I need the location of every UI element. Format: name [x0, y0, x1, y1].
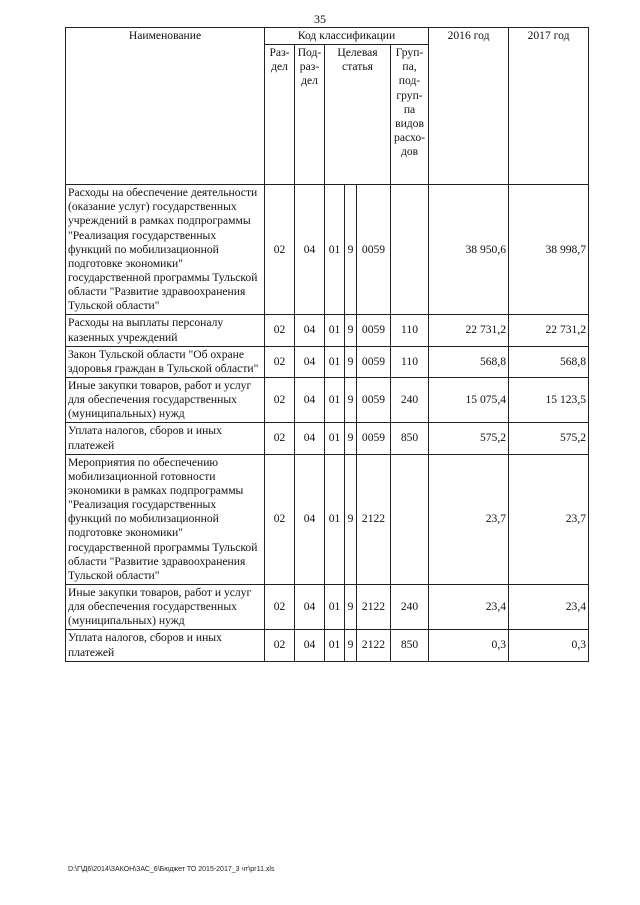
row-name: Иные закупки товаров, работ и услуг для обеспечения государственных (муниципальных) нужд: [66, 584, 265, 629]
row-amount-2017: 23,7: [509, 454, 589, 584]
row-target-subprogram: 9: [345, 584, 357, 629]
budget-table: [65, 27, 589, 662]
row-amount-2017: 38 998,7: [509, 185, 589, 315]
row-razdel: 02: [265, 377, 295, 422]
row-target-program: 01: [325, 185, 345, 315]
row-target-direction: 0059: [357, 377, 391, 422]
table-row: [66, 346, 589, 377]
row-target-subprogram: 9: [345, 185, 357, 315]
row-razdel: 02: [265, 315, 295, 346]
row-name: Мероприятия по обеспечению мобилизационной готовности экономики в рамках подпрограммы "Реализация государственных функций по мобилизационной подготовке экономики" государственной программы Тульской области "Развитие здравоохранения Тульской области": [66, 454, 265, 584]
row-target-direction: 0059: [357, 346, 391, 377]
row-target-direction: 2122: [357, 630, 391, 661]
row-amount-2016: 15 075,4: [429, 377, 509, 422]
row-amount-2016: 0,3: [429, 630, 509, 661]
row-target-program: 01: [325, 454, 345, 584]
row-razdel: 02: [265, 454, 295, 584]
table-row: [66, 185, 589, 315]
table-row: [66, 630, 589, 661]
row-target-program: 01: [325, 423, 345, 454]
header-year-2016: 2016 год: [429, 28, 509, 185]
row-target-program: 01: [325, 584, 345, 629]
header-classification: Код классификации: [265, 28, 429, 45]
row-podrazdel: 04: [295, 185, 325, 315]
row-amount-2016: 23,7: [429, 454, 509, 584]
row-amount-2017: 568,8: [509, 346, 589, 377]
table-row: [66, 377, 589, 422]
row-amount-2017: 23,4: [509, 584, 589, 629]
row-amount-2016: 38 950,6: [429, 185, 509, 315]
row-amount-2017: 0,3: [509, 630, 589, 661]
row-amount-2016: 22 731,2: [429, 315, 509, 346]
row-expense-group: [391, 454, 429, 584]
row-target-direction: 0059: [357, 185, 391, 315]
row-target-direction: 2122: [357, 454, 391, 584]
row-name: Уплата налогов, сборов и иных платежей: [66, 630, 265, 661]
table-row: [66, 315, 589, 346]
row-target-direction: 0059: [357, 315, 391, 346]
table-row: [66, 423, 589, 454]
row-amount-2017: 15 123,5: [509, 377, 589, 422]
row-expense-group: 240: [391, 584, 429, 629]
page-number: 35: [314, 12, 326, 26]
row-amount-2017: 575,2: [509, 423, 589, 454]
header-name: Наименование: [66, 28, 265, 185]
row-target-subprogram: 9: [345, 454, 357, 584]
row-target-program: 01: [325, 630, 345, 661]
row-razdel: 02: [265, 423, 295, 454]
row-razdel: 02: [265, 630, 295, 661]
row-target-program: 01: [325, 315, 345, 346]
row-name: Закон Тульской области "Об охране здоровья граждан в Тульской области": [66, 346, 265, 377]
row-target-program: 01: [325, 346, 345, 377]
row-name: Иные закупки товаров, работ и услуг для обеспечения государственных (муниципальных) нужд: [66, 377, 265, 422]
row-target-direction: 0059: [357, 423, 391, 454]
row-expense-group: 850: [391, 423, 429, 454]
row-podrazdel: 04: [295, 315, 325, 346]
row-name: Уплата налогов, сборов и иных платежей: [66, 423, 265, 454]
row-podrazdel: 04: [295, 454, 325, 584]
table-row: [66, 584, 589, 629]
row-name: Расходы на выплаты персоналу казенных учреждений: [66, 315, 265, 346]
row-target-subprogram: 9: [345, 377, 357, 422]
row-target-subprogram: 9: [345, 315, 357, 346]
row-expense-group: [391, 185, 429, 315]
row-podrazdel: 04: [295, 584, 325, 629]
row-target-subprogram: 9: [345, 346, 357, 377]
row-podrazdel: 04: [295, 377, 325, 422]
row-amount-2016: 575,2: [429, 423, 509, 454]
row-razdel: 02: [265, 185, 295, 315]
row-podrazdel: 04: [295, 630, 325, 661]
header-razdel: Раз-дел: [265, 45, 295, 185]
file-path-footer: D:\Г\Д6\2014\ЗАКОН\ЗАС_6\Бюджет ТО 2015-2017_3 чт\рг11.xls: [68, 866, 275, 873]
row-target-direction: 2122: [357, 584, 391, 629]
header-year-2017: 2017 год: [509, 28, 589, 185]
table-body: [66, 185, 589, 662]
header-group: Груп-па, под-груп-па видов расхо-дов: [391, 45, 429, 185]
table-row: [66, 454, 589, 584]
header-podrazdel: Под-раз-дел: [295, 45, 325, 185]
row-expense-group: 110: [391, 315, 429, 346]
row-podrazdel: 04: [295, 423, 325, 454]
row-expense-group: 850: [391, 630, 429, 661]
row-razdel: 02: [265, 584, 295, 629]
row-target-subprogram: 9: [345, 423, 357, 454]
row-amount-2016: 568,8: [429, 346, 509, 377]
row-amount-2017: 22 731,2: [509, 315, 589, 346]
row-expense-group: 110: [391, 346, 429, 377]
row-name: Расходы на обеспечение деятельности (оказание услуг) государственных учреждений в рамках подпрограммы "Реализация государственных функций по мобилизационной подготовке экономики" государственной программы Тульской области "Развитие здравоохранения Тульской области": [66, 185, 265, 315]
row-razdel: 02: [265, 346, 295, 377]
row-podrazdel: 04: [295, 346, 325, 377]
row-target-subprogram: 9: [345, 630, 357, 661]
row-amount-2016: 23,4: [429, 584, 509, 629]
header-target: Целевая статья: [325, 45, 391, 185]
row-expense-group: 240: [391, 377, 429, 422]
row-target-program: 01: [325, 377, 345, 422]
